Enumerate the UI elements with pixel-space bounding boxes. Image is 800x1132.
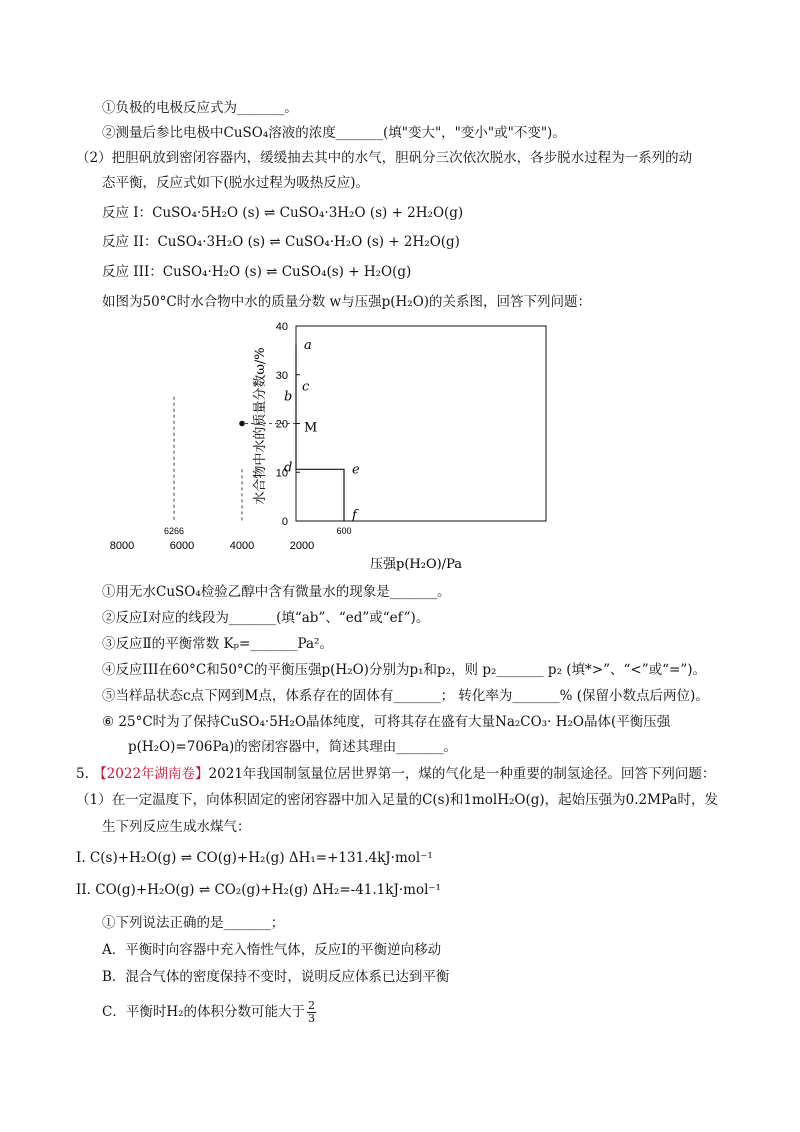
fraction-two-thirds — [307, 1000, 316, 1025]
x-tick-label: 8000 — [109, 540, 135, 552]
option-a: A．平衡时向容器中充入惰性气体，反应Ⅰ的平衡逆向移动 — [102, 942, 442, 958]
q4-line-1: ①负极的电极反应式为_______。 — [102, 100, 298, 116]
equation-1: I. C(s)+H₂O(g) ⇌ CO(g)+H₂(g) ΔH₁=+131.4kJ·mol⁻¹ — [76, 850, 433, 866]
q4-part2-line-2: 态平衡，反应式如下(脱水过程为吸热反应)。 — [102, 175, 370, 191]
x-tick-label: 2000 — [289, 540, 315, 552]
special-tick-label: 6266 — [164, 526, 185, 536]
fraction-numerator: 2 — [308, 999, 316, 1012]
question-source: 【2022年湖南卷】 — [93, 766, 209, 782]
y-tick-label: 10 — [275, 467, 288, 480]
question-5-header — [76, 764, 715, 784]
sub-question-2: ②反应Ⅰ对应的线段为_______(填“ab”、“ed”或“ef”)。 — [102, 610, 430, 626]
point-label-e: e — [352, 462, 360, 478]
question-intro: 2021年我国制氢量位居世界第一，煤的气化是一种重要的制氢途径。回答下列问题： — [208, 766, 716, 782]
q4-part2-line-1: （2）把胆矾放到密闭容器内，缓缓抽去其中的水气，胆矾分三次依次脱水，各步脱水过程为一系列的动 — [76, 150, 693, 166]
point-label-f: f — [352, 508, 357, 523]
chart-svg — [109, 316, 570, 574]
x-tick-label: 4000 — [229, 540, 255, 552]
question-number: 5. — [76, 766, 89, 782]
point-label-c: c — [302, 379, 310, 395]
special-tick-label: 600 — [336, 526, 352, 536]
q5-part1-line-2: 生下列反应生成水煤气： — [102, 819, 251, 835]
option-c — [102, 1000, 316, 1025]
sub-question-1: ①用无水CuSO₄检验乙醇中含有微量水的现象是_______。 — [102, 584, 451, 600]
chart-frame — [296, 326, 546, 521]
point-m-marker — [239, 421, 245, 427]
y-tick-label: 0 — [281, 516, 288, 528]
y-tick-label: 20 — [275, 418, 288, 431]
y-axis-label: 水合物中水的质量分数ω/% — [253, 347, 268, 505]
sub-question-5: ⑤当样品状态c点下网到M点，体系存在的固体有_______； 转化率为_______% (保留小数点后两位)。 — [102, 688, 709, 704]
reaction-1: 反应 I：CuSO₄·5H₂O (s) ⇌ CuSO₄·3H₂O (s) + 2H₂O(g) — [102, 205, 464, 221]
x-tick-label: 6000 — [169, 540, 195, 552]
point-label-d: d — [284, 460, 293, 476]
q4-line-2: ②测量后参比电极中CuSO₄溶液的浓度_______(填"变大"，"变小"或"不变")。 — [102, 125, 566, 141]
sub-question-5-1: ①下列说法正确的是_______； — [102, 915, 285, 931]
sub-question-4: ④反应III在60°C和50°C的平衡压强p(H₂O)分别为p₁和p₂，则 p₂_______ p₂ (填*>”、“<”或“=”)。 — [102, 662, 707, 678]
option-b: B．混合气体的密度保持不变时，说明反应体系已达到平衡 — [102, 969, 450, 985]
point-label-M: M — [304, 420, 318, 436]
point-label-b: b — [284, 389, 293, 405]
reaction-2: 反应 II：CuSO₄·3H₂O (s) ⇌ CuSO₄·H₂O (s) + 2H₂O(g) — [102, 234, 460, 250]
option-c-text: C．平衡时H₂的体积分数可能大于 — [102, 1004, 306, 1020]
sub-question-6a: ⑥ 25°C时为了保持CuSO₄·5H₂O晶体纯度，可将其存在盛有大量Na₂CO₃· H₂O晶体(平衡压强 — [102, 714, 671, 730]
point-label-a: a — [304, 338, 312, 354]
sub-question-6b: p(H₂O)=706Pa)的密闭容器中，简述其理由_______。 — [128, 739, 458, 755]
q5-part1-line-1: （1）在一定温度下，向体积固定的密闭容器中加入足量的C(s)和1molH₂O(g)，起始压强为0.2MPa时，发 — [76, 792, 718, 808]
x-axis-label: 压强p(H₂O)/Pa — [370, 557, 462, 572]
sub-question-3: ③反应Ⅱ的平衡常数 Kₚ=_______Pa²。 — [102, 636, 333, 652]
pressure-mass-fraction-chart — [109, 316, 570, 574]
equation-2: II. CO(g)+H₂O(g) ⇌ CO₂(g)+H₂(g) ΔH₂=-41.1kJ·mol⁻¹ — [76, 882, 441, 898]
y-tick-label: 40 — [275, 321, 288, 333]
chart-intro: 如图为50°C时水合物中水的质量分数 w与压强p(H₂O)的关系图，回答下列问题： — [102, 294, 592, 310]
fraction-denominator: 3 — [308, 1012, 316, 1025]
reaction-3: 反应 III：CuSO₄·H₂O (s) ⇌ CuSO₄(s) + H₂O(g) — [102, 264, 412, 280]
y-tick-label: 30 — [275, 369, 288, 382]
